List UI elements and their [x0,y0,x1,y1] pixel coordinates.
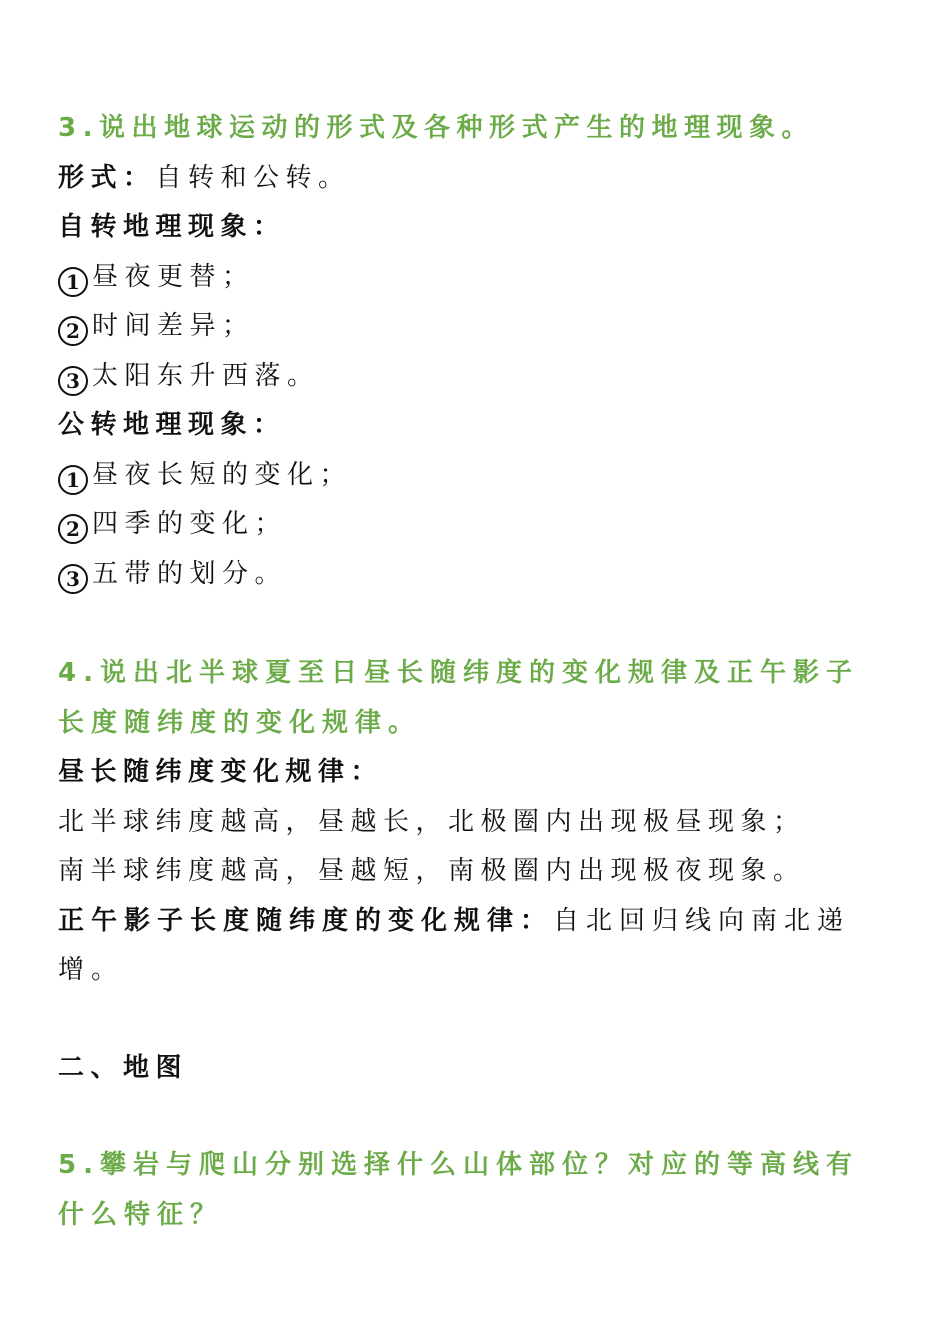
revolution-item-text: 五带的划分。 [92,558,288,589]
question-5: 5.攀岩与爬山分别选择什么山体部位？对应的等高线有什么特征？ [58,1150,859,1230]
form-text: 自转和公转。 [155,162,351,193]
rotation-item-2 [58,302,888,352]
revolution-item-text: 昼夜长短的变化； [92,459,353,490]
circled-number: 3 [58,564,88,594]
rotation-heading: 自转地理现象： [58,212,286,242]
rotation-item-3 [58,352,888,402]
circled-number: 2 [58,316,88,346]
form-label: 形式： [58,162,156,193]
shadow-paragraph [58,897,888,996]
rotation-item-text: 太阳东升西落。 [92,360,320,391]
shadow-label: 正午影子长度随纬度的变化规律： [58,905,554,936]
daylength-line-south: 南半球纬度越高，昼越短，南极圈内出现极夜现象。 [58,856,806,886]
rotation-item-text: 昼夜更替； [92,261,255,292]
circled-number: 1 [58,465,88,495]
shadow-text: 自北回归线向南北递增。 [58,905,851,985]
form-line [58,154,888,204]
revolution-item-2 [58,500,888,550]
question-4: 4.说出北半球夏至日昼长随纬度的变化规律及正午影子长度随纬度的变化规律。 [58,658,859,738]
revolution-item-1 [58,451,888,501]
section-heading-map: 二、地图 [58,1052,189,1083]
question-3: 3.说出地球运动的形式及各种形式产生的地理现象。 [58,113,814,143]
daylength-heading: 昼长随纬度变化规律： [58,757,384,787]
revolution-item-3 [58,550,888,600]
revolution-item-text: 四季的变化； [92,509,288,539]
rotation-item-1 [58,253,888,303]
revolution-heading: 公转地理现象： [58,410,286,440]
circled-number: 1 [58,267,88,297]
circled-number: 3 [58,366,88,396]
document-page [58,104,888,1240]
rotation-item-text: 时间差异； [92,311,255,341]
daylength-line-north: 北半球纬度越高，昼越长，北极圈内出现极昼现象； [58,806,806,837]
circled-number: 2 [58,514,88,544]
